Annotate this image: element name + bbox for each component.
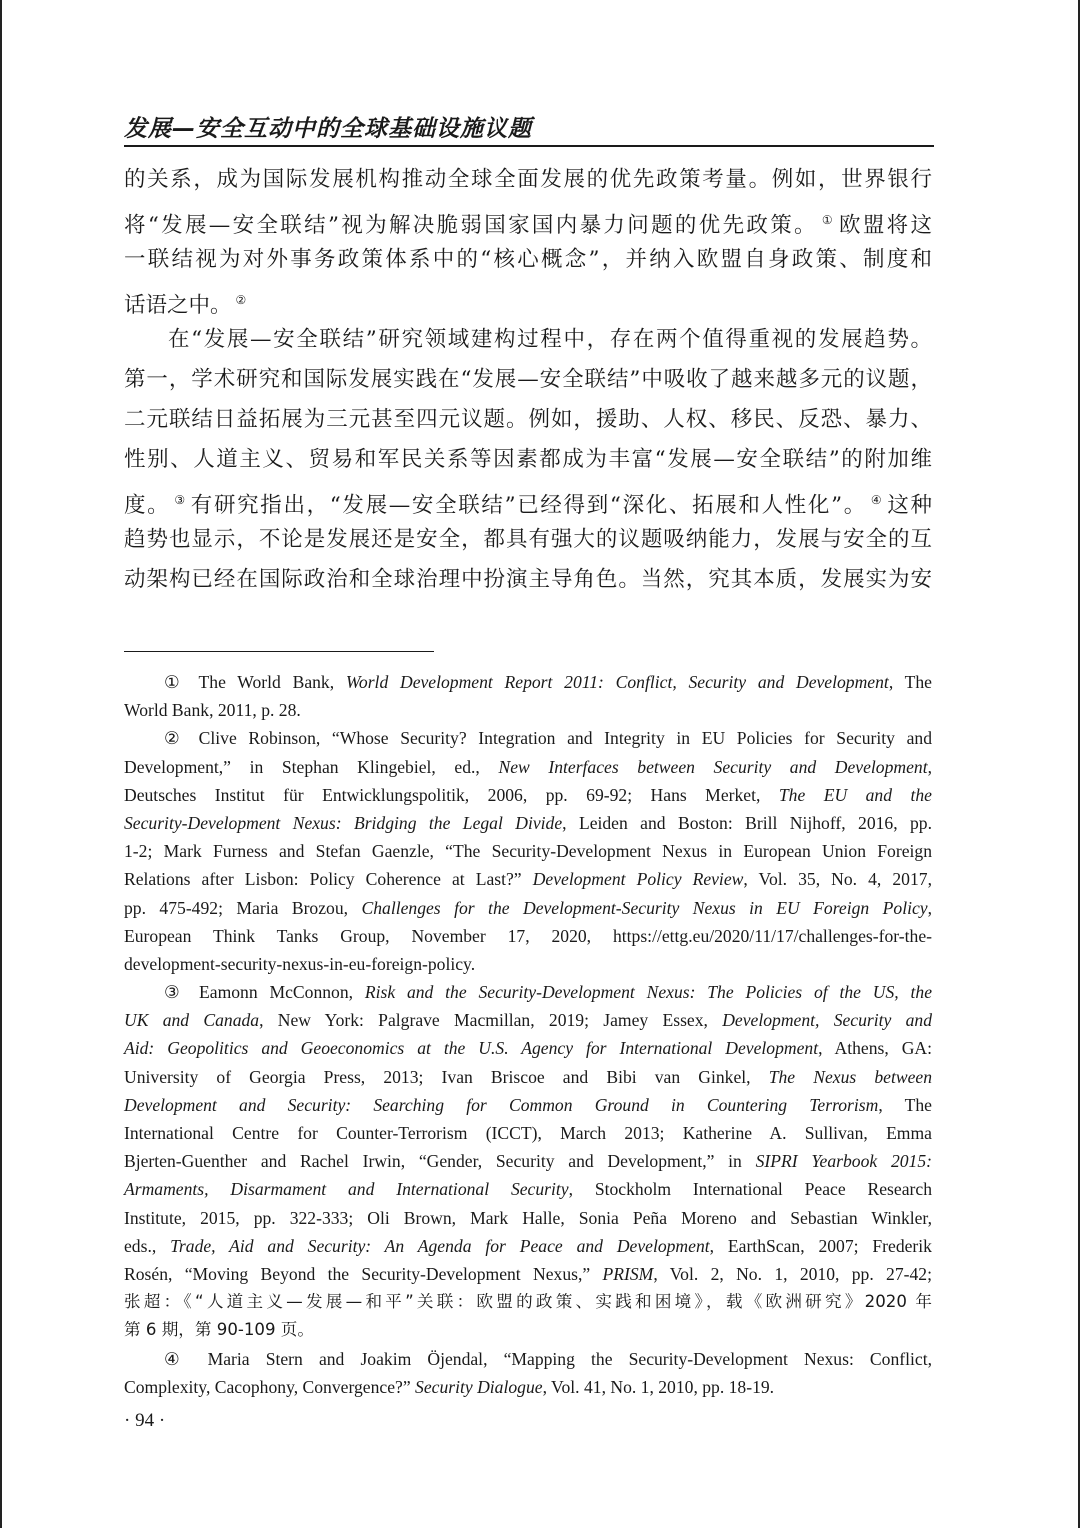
footnote-2-cont: Relations after Lisbon: Policy Coherence at Last?” Development Policy Review, Vol. 35, No. 4, 2017, <box>124 869 932 890</box>
body-line: 的关系，成为国际发展机构推动全球全面发展的优先政策考量。例如，世界银行 <box>124 167 932 192</box>
footnote-3-cont: University of Georgia Press, 2013; Ivan Briscoe and Bibi van Ginkel, The Nexus between <box>124 1066 933 1087</box>
body-line: 话语之中。 ② <box>124 293 247 318</box>
paragraph-start: 在“发展—安全联结”研究领域建构过程中，存在两个值得重视的发展趋势。 <box>168 327 932 352</box>
footnote-2-cont: pp. 475-492; Maria Brozou, Challenges for the Development-Security Nexus in EU Foreign Policy, <box>124 897 932 918</box>
header-rule <box>124 145 934 147</box>
footnote-3-cont: Institute, 2015, pp. 322-333; Oli Brown, Mark Halle, Sonia Peña Moreno and Sebastian Winkler, <box>124 1207 932 1228</box>
footnote-2-url[interactable]: European Think Tanks Group, November 17, 2020, https://ettg.eu/2020/11/17/challenges-for-the- <box>124 925 932 946</box>
footnote-3-cont: Aid: Geopolitics and Geoeconomics at the U.S. Agency for International Development, Athens, GA: <box>124 1038 932 1059</box>
footnote-3-cont: eds., Trade, Aid and Security: An Agenda for Peace and Development, EarthScan, 2007; Frederik <box>124 1235 932 1256</box>
footnote-2-cont: Development,” in Stephan Klingebiel, ed., New Interfaces between Security and Development, <box>124 756 932 777</box>
footnote-ref[interactable]: ② <box>235 293 247 307</box>
body-text <box>124 160 932 600</box>
footnote-3-cont: UK and Canada, New York: Palgrave Macmillan, 2019; Jamey Essex, Development, Security and <box>124 1010 932 1031</box>
footnote-2: ② Clive Robinson, “Whose Security? Integration and Integrity in EU Policies for Security and <box>164 728 932 749</box>
footnote-2-cont: Security-Development Nexus: Bridging the Legal Divide, Leiden and Boston: Brill Nijhoff, 2016, pp. <box>124 812 932 833</box>
body-line: 动架构已经在国际政治和全球治理中扮演主导角色。当然，究其本质，发展实为安 <box>124 567 932 592</box>
footnote-ref[interactable]: ③ <box>174 493 187 507</box>
footnote-3: ③ Eamonn McConnon, Risk and the Security-Development Nexus: The Policies of the US, the <box>164 982 932 1003</box>
footnote-ref[interactable]: ④ <box>870 493 884 507</box>
footnote-3-cont: 张超：《“人道主义—发展—和平”关联：欧盟的政策、实践和困境》，载《欧洲研究》2020 年 <box>124 1292 932 1312</box>
footnote-rule <box>124 651 434 652</box>
footnote-2-cont: Deutsches Institut für Entwicklungspolitik, 2006, pp. 69-92; Hans Merket, The EU and the <box>124 784 932 805</box>
page-edge-left <box>0 0 2 1528</box>
page-number: · 94 · <box>124 1410 166 1431</box>
footnote-3-cont: Rosén, “Moving Beyond the Security-Development Nexus,” PRISM, Vol. 2, No. 1, 2010, pp. 27-42; <box>124 1263 932 1284</box>
footnote-2-cont: 1-2; Mark Furness and Stefan Gaenzle, “The Security-Development Nexus in European Union Foreign <box>124 841 932 862</box>
footnotes <box>124 668 932 1401</box>
body-line: 将“发展—安全联结”视为解决脆弱国家国内暴力问题的优先政策。 ① 欧盟将这 <box>124 213 932 238</box>
footnote-2-url-cont[interactable]: development-security-nexus-in-eu-foreign-policy. <box>124 953 476 974</box>
footnote-3-cont: Armaments, Disarmament and International Security, Stockholm International Peace Research <box>124 1179 932 1200</box>
footnote-3-cont: International Centre for Counter-Terrorism (ICCT), March 2013; Katherine A. Sullivan, Emma <box>124 1123 932 1143</box>
body-line: 一联结视为对外事务政策体系中的“核心概念”，并纳入欧盟自身政策、制度和 <box>124 247 932 272</box>
footnote-1: ① The World Bank, World Development Report 2011: Conflict, Security and Development, The <box>164 672 932 692</box>
footnote-4-cont: Complexity, Cacophony, Convergence?” Security Dialogue, Vol. 41, No. 1, 2010, pp. 18-19. <box>124 1376 775 1397</box>
footnote-ref[interactable]: ① <box>821 213 835 227</box>
footnote-4: ④ Maria Stern and Joakim Öjendal, “Mapping the Security-Development Nexus: Conflict, <box>164 1348 932 1369</box>
footnote-3-cont: Bjerten-Guenther and Rachel Irwin, “Gender, Security and Development,” in SIPRI Yearbook 2015: <box>124 1151 932 1172</box>
body-line: 趋势也显示，不论是发展还是安全，都具有强大的议题吸纳能力，发展与安全的互 <box>124 527 932 552</box>
footnote-3-cont: Development and Security: Searching for Common Ground in Countering Terrorism, The <box>124 1094 932 1115</box>
body-line: 二元联结日益拓展为三元甚至四元议题。例如，援助、人权、移民、反恐、暴力、 <box>124 407 932 432</box>
running-header: 发展—安全互动中的全球基础设施议题 <box>124 116 532 142</box>
body-line: 第一，学术研究和国际发展实践在“发展—安全联结”中吸收了越来越多元的议题， <box>124 367 932 392</box>
footnote-3-cont: 第 6 期，第 90-109 页。 <box>124 1320 314 1340</box>
footnote-1-cont: World Bank, 2011, p. 28. <box>124 700 301 721</box>
body-line: 性别、人道主义、贸易和军民关系等因素都成为丰富“发展—安全联结”的附加维 <box>124 447 932 472</box>
body-line: 度。 ③ 有研究指出，“发展—安全联结”已经得到“深化、拓展和人性化”。 ④ 这种 <box>124 493 932 518</box>
